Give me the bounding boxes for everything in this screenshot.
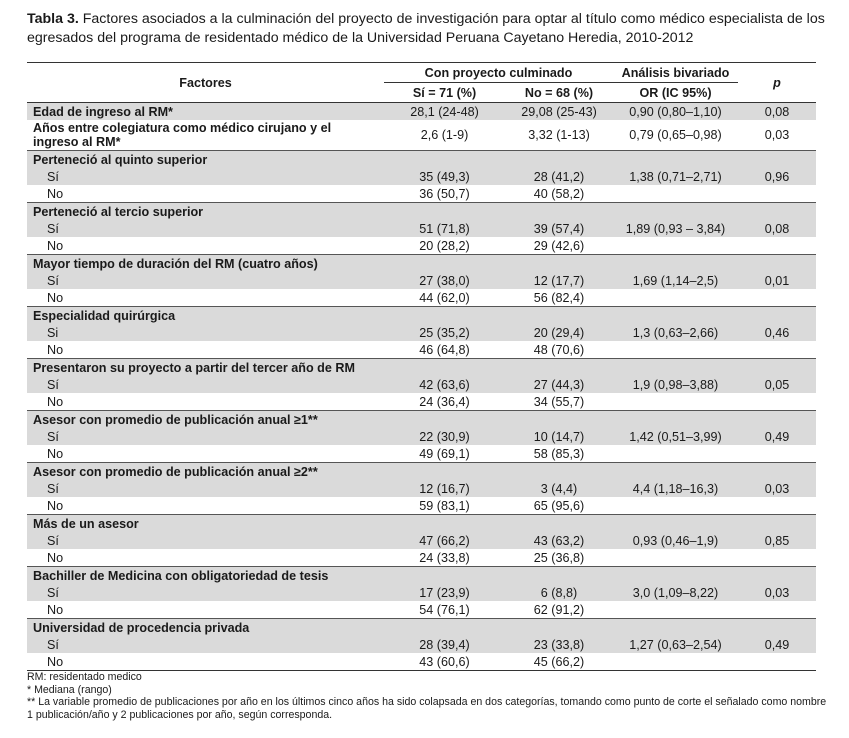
value-or (613, 653, 738, 671)
category-label: Sí (27, 168, 384, 185)
value-or: 0,90 (0,80–1,10) (613, 103, 738, 121)
value-or (613, 549, 738, 567)
table-row (27, 549, 816, 567)
value-si: 43 (60,6) (384, 653, 505, 671)
category-label: No (47, 602, 64, 617)
value-no: 3 (4,4) (505, 480, 613, 497)
group-label: Presentaron su proyecto a partir del tercer año de RM (27, 359, 816, 377)
group-row (27, 359, 816, 377)
table-row (27, 532, 816, 549)
value-no: 12 (17,7) (505, 272, 613, 289)
value-si: 20 (28,2) (419, 238, 470, 253)
group-row (27, 515, 816, 533)
note-variable: ** La variable promedio de publicaciones por año en los últimos cinco años ha sido colapsada en dos categorías, tomando como punto de corte el señalado como nombre 1 publicación/año y 2 publicaciones por año, según corresponda. (27, 696, 827, 721)
table-row (27, 428, 816, 445)
value-p: 0,85 (738, 532, 816, 549)
table-row (27, 497, 816, 515)
value-or: 0,79 (0,65–0,98) (629, 128, 722, 142)
value-p (738, 653, 816, 671)
header-con-proyecto: Con proyecto culminado (384, 63, 613, 83)
value-p: 0,03 (764, 128, 790, 142)
value-or: 1,89 (0,93 – 3,84) (613, 220, 738, 237)
value-or (613, 341, 738, 359)
value-or: 0,93 (0,46–1,9) (613, 532, 738, 549)
value-p (738, 341, 816, 359)
value-or (613, 289, 738, 307)
category-label: No (47, 342, 64, 357)
group-label: Perteneció al quinto superior (27, 151, 816, 169)
value-or: 1,3 (0,63–2,66) (613, 324, 738, 341)
category-label: Sí (27, 272, 384, 289)
value-p (738, 237, 816, 255)
table-header (27, 63, 816, 103)
category-label: Sí (27, 636, 384, 653)
value-p: 0,46 (738, 324, 816, 341)
value-no: 48 (70,6) (533, 342, 585, 357)
value-no: 28 (41,2) (505, 168, 613, 185)
value-si: 28 (39,4) (384, 636, 505, 653)
category-label: No (47, 238, 64, 253)
value-si: 17 (23,9) (384, 584, 505, 601)
header-or: OR (IC 95%) (613, 83, 738, 103)
header-factores: Factores (27, 63, 384, 103)
table-row (27, 653, 816, 671)
value-si: 42 (63,6) (384, 376, 505, 393)
value-p (738, 289, 816, 307)
value-p: 0,96 (738, 168, 816, 185)
value-si: 49 (69,1) (419, 446, 470, 461)
category-label: Sí (27, 480, 384, 497)
value-si: 28,1 (24-48) (384, 103, 505, 121)
value-si: 54 (76,1) (419, 602, 470, 617)
value-no: 58 (85,3) (533, 446, 585, 461)
value-or (613, 601, 738, 619)
note-mediana: * Mediana (rango) (27, 683, 112, 696)
category-label: Sí (27, 532, 384, 549)
header-si: Sí = 71 (%) (384, 83, 505, 103)
group-label: Universidad de procedencia privada (27, 619, 816, 637)
value-si: 36 (50,7) (419, 186, 470, 201)
value-si: 24 (33,8) (419, 550, 470, 565)
value-or: 1,38 (0,71–2,71) (613, 168, 738, 185)
value-or (613, 393, 738, 411)
table-notes (27, 671, 827, 721)
results-table (27, 62, 816, 671)
table-row (27, 237, 816, 255)
group-row (27, 255, 816, 273)
value-si: 51 (71,8) (384, 220, 505, 237)
value-no: 6 (8,8) (505, 584, 613, 601)
value-or: 1,42 (0,51–3,99) (613, 428, 738, 445)
value-or (613, 497, 738, 515)
value-si: 12 (16,7) (384, 480, 505, 497)
value-si: 2,6 (1-9) (420, 128, 469, 142)
note-abbreviation: RM: residentado medico (27, 671, 142, 683)
group-row (27, 619, 816, 637)
category-label: No (47, 290, 64, 305)
table-row (27, 480, 816, 497)
value-si: 24 (36,4) (419, 394, 470, 409)
value-no: 56 (82,4) (533, 290, 585, 305)
group-label: Más de un asesor (27, 515, 816, 533)
value-or: 1,69 (1,14–2,5) (613, 272, 738, 289)
category-label: No (47, 498, 64, 513)
category-label: Sí (27, 220, 384, 237)
value-p (738, 185, 816, 203)
table-caption (27, 10, 827, 48)
category-label: Sí (27, 428, 384, 445)
value-no: 65 (95,6) (533, 498, 585, 513)
value-or: 1,9 (0,98–3,88) (613, 376, 738, 393)
value-p: 0,49 (738, 636, 816, 653)
value-p: 0,01 (738, 272, 816, 289)
group-row (27, 307, 816, 325)
value-or (613, 445, 738, 463)
value-p: 0,08 (738, 103, 816, 121)
table-row (27, 103, 816, 121)
group-label: Mayor tiempo de duración del RM (cuatro años) (27, 255, 816, 273)
category-label: Sí (27, 584, 384, 601)
group-row (27, 203, 816, 221)
value-si: 59 (83,1) (419, 498, 470, 513)
factor-label: Edad de ingreso al RM* (27, 103, 384, 121)
header-analisis: Análisis bivariado (613, 63, 738, 83)
group-label: Bachiller de Medicina con obligatoriedad de tesis (27, 567, 816, 585)
value-p: 0,49 (738, 428, 816, 445)
value-no: 40 (58,2) (533, 186, 585, 201)
group-row (27, 151, 816, 169)
value-p (738, 393, 816, 411)
value-si: 47 (66,2) (384, 532, 505, 549)
table-row (27, 220, 816, 237)
value-no: 3,32 (1-13) (528, 128, 590, 142)
table-row (27, 445, 816, 463)
value-p (738, 549, 816, 567)
table-row (27, 120, 816, 151)
value-p (738, 601, 816, 619)
value-p: 0,03 (738, 480, 816, 497)
header-p: p (738, 63, 816, 103)
category-label: No (47, 394, 64, 409)
caption-text: Factores asociados a la culminación del proyecto de investigación para optar al título como médico especialista de los egresados del programa de residentado médico de la Universidad Peruana Cayetano Heredia, 2010-2012 (27, 11, 825, 46)
value-or (613, 237, 738, 255)
value-no: 29,08 (25-43) (505, 103, 613, 121)
table-row (27, 584, 816, 601)
table-row (27, 393, 816, 411)
table-row (27, 376, 816, 393)
value-no: 34 (55,7) (533, 394, 585, 409)
value-no: 43 (63,2) (505, 532, 613, 549)
category-label: No (47, 446, 64, 461)
table-row (27, 601, 816, 619)
value-si: 46 (64,8) (419, 342, 470, 357)
factor-label: Años entre colegiatura como médico cirujano y el ingreso al RM* (33, 121, 332, 149)
value-or (613, 185, 738, 203)
table-row (27, 272, 816, 289)
value-no: 29 (42,6) (533, 238, 585, 253)
group-label: Especialidad quirúrgica (27, 307, 816, 325)
table-row (27, 636, 816, 653)
value-no: 10 (14,7) (505, 428, 613, 445)
table-body (27, 103, 816, 671)
value-si: 35 (49,3) (384, 168, 505, 185)
group-label: Asesor con promedio de publicación anual ≥1** (27, 411, 816, 429)
value-no: 20 (29,4) (505, 324, 613, 341)
header-no: No = 68 (%) (505, 83, 613, 103)
group-label: Asesor con promedio de publicación anual ≥2** (27, 463, 816, 481)
value-p: 0,03 (738, 584, 816, 601)
value-p: 0,08 (738, 220, 816, 237)
value-no: 62 (91,2) (533, 602, 585, 617)
value-no: 45 (66,2) (505, 653, 613, 671)
group-label: Perteneció al tercio superior (27, 203, 816, 221)
table-row (27, 289, 816, 307)
category-label: No (47, 186, 64, 201)
value-no: 23 (33,8) (505, 636, 613, 653)
group-row (27, 463, 816, 481)
value-si: 22 (30,9) (384, 428, 505, 445)
value-si: 25 (35,2) (384, 324, 505, 341)
category-label: Sí (27, 376, 384, 393)
caption-label: Tabla 3. (27, 11, 79, 27)
value-no: 25 (36,8) (533, 550, 585, 565)
table-row (27, 341, 816, 359)
category-label: No (47, 550, 64, 565)
table-row (27, 168, 816, 185)
value-si: 27 (38,0) (384, 272, 505, 289)
group-row (27, 567, 816, 585)
value-or: 4,4 (1,18–16,3) (613, 480, 738, 497)
table-row (27, 324, 816, 341)
group-row (27, 411, 816, 429)
value-si: 44 (62,0) (419, 290, 470, 305)
value-no: 39 (57,4) (505, 220, 613, 237)
value-p (738, 497, 816, 515)
value-or: 3,0 (1,09–8,22) (613, 584, 738, 601)
table-row (27, 185, 816, 203)
value-or: 1,27 (0,63–2,54) (613, 636, 738, 653)
category-label: No (27, 653, 384, 671)
value-no: 27 (44,3) (505, 376, 613, 393)
value-p (738, 445, 816, 463)
value-p: 0,05 (738, 376, 816, 393)
category-label: Si (27, 324, 384, 341)
